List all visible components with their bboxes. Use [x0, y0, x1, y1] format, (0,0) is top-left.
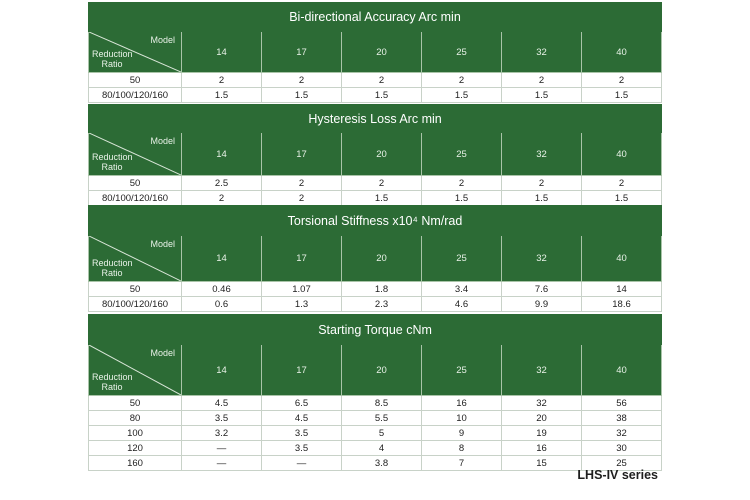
spec-table [88, 104, 662, 206]
table-title: Starting Torque cNm [89, 315, 662, 345]
value-cell: 1.5 [422, 88, 502, 103]
value-cell: 1.5 [502, 88, 582, 103]
table-title-row [89, 315, 662, 345]
value-cell: 3.4 [422, 282, 502, 297]
model-header: 17 [262, 236, 342, 282]
table-header-row [89, 32, 662, 73]
value-cell: 4.5 [182, 396, 262, 411]
value-cell: 25 [582, 456, 662, 471]
table-row [89, 426, 662, 441]
model-header: 20 [342, 32, 422, 73]
model-header: 40 [582, 32, 662, 73]
table-title-row [89, 105, 662, 133]
ratio-cell: 80/100/120/160 [89, 297, 182, 312]
value-cell: 1.5 [342, 191, 422, 206]
table-title: Torsional Stiffness x10⁴ Nm/rad [89, 206, 662, 236]
value-cell: 14 [582, 282, 662, 297]
ratio-cell: 80/100/120/160 [89, 191, 182, 206]
table-row [89, 456, 662, 471]
value-cell: 2 [182, 73, 262, 88]
value-cell: — [182, 456, 262, 471]
value-cell: 2 [502, 176, 582, 191]
model-header: 20 [342, 345, 422, 396]
value-cell: 1.5 [182, 88, 262, 103]
table-title: Bi-directional Accuracy Arc min [89, 3, 662, 32]
ratio-cell: 80/100/120/160 [89, 88, 182, 103]
table-row [89, 176, 662, 191]
value-cell: 9.9 [502, 297, 582, 312]
value-cell: 30 [582, 441, 662, 456]
reduction-ratio-text: Reduction Ratio [92, 258, 133, 278]
model-header: 25 [422, 236, 502, 282]
diagonal-header-cell [89, 133, 182, 176]
value-cell: 1.5 [582, 191, 662, 206]
value-cell: 2 [582, 176, 662, 191]
model-header: 17 [262, 32, 342, 73]
model-header: 25 [422, 345, 502, 396]
value-cell: 2 [182, 191, 262, 206]
table-row [89, 191, 662, 206]
value-cell: 1.5 [262, 88, 342, 103]
value-cell: 2 [342, 176, 422, 191]
value-cell: 18.6 [582, 297, 662, 312]
value-cell: 10 [422, 411, 502, 426]
ratio-cell: 50 [89, 73, 182, 88]
reduction-ratio-label [92, 258, 132, 278]
value-cell: 3.2 [182, 426, 262, 441]
value-cell: 1.8 [342, 282, 422, 297]
value-cell: 2.3 [342, 297, 422, 312]
value-cell: 2 [262, 73, 342, 88]
model-header: 40 [582, 345, 662, 396]
table-row [89, 411, 662, 426]
value-cell: 3.5 [262, 426, 342, 441]
value-cell: 3.5 [262, 441, 342, 456]
model-header: 17 [262, 345, 342, 396]
model-header: 20 [342, 133, 422, 176]
value-cell: 7 [422, 456, 502, 471]
value-cell: 1.5 [342, 88, 422, 103]
value-cell: 1.3 [262, 297, 342, 312]
table-row [89, 396, 662, 411]
value-cell: 32 [502, 396, 582, 411]
model-header: 40 [582, 236, 662, 282]
model-header: 25 [422, 133, 502, 176]
ratio-cell: 80 [89, 411, 182, 426]
ratio-cell: 120 [89, 441, 182, 456]
model-header: 32 [502, 32, 582, 73]
value-cell: 56 [582, 396, 662, 411]
value-cell: — [182, 441, 262, 456]
value-cell: 2 [422, 176, 502, 191]
value-cell: 3.8 [342, 456, 422, 471]
diagonal-header-cell [89, 345, 182, 396]
value-cell: 2 [262, 191, 342, 206]
value-cell: 19 [502, 426, 582, 441]
table-title-row [89, 206, 662, 236]
model-header: 40 [582, 133, 662, 176]
model-header: 14 [182, 236, 262, 282]
value-cell: 6.5 [262, 396, 342, 411]
value-cell: 8 [422, 441, 502, 456]
reduction-ratio-text: Reduction Ratio [92, 49, 133, 69]
value-cell: 3.5 [182, 411, 262, 426]
table-row [89, 282, 662, 297]
series-label: LHS-IV series [577, 468, 658, 482]
ratio-cell: 50 [89, 396, 182, 411]
value-cell: 8.5 [342, 396, 422, 411]
table-header-row [89, 236, 662, 282]
value-cell: 5.5 [342, 411, 422, 426]
value-cell: 2.5 [182, 176, 262, 191]
model-header: 14 [182, 32, 262, 73]
value-cell: 2 [262, 176, 342, 191]
ratio-cell: 100 [89, 426, 182, 441]
table-row [89, 88, 662, 103]
model-header: 32 [502, 133, 582, 176]
value-cell: 16 [422, 396, 502, 411]
spec-table [88, 2, 662, 103]
model-header: 17 [262, 133, 342, 176]
spec-table [88, 314, 662, 471]
reduction-ratio-label [92, 372, 132, 392]
diagonal-header-cell [89, 32, 182, 73]
model-header: 14 [182, 133, 262, 176]
table-title-row [89, 3, 662, 32]
diagonal-header-cell [89, 236, 182, 282]
model-header: 14 [182, 345, 262, 396]
ratio-cell: 50 [89, 282, 182, 297]
table-row [89, 297, 662, 312]
value-cell: 1.07 [262, 282, 342, 297]
table-header-row [89, 133, 662, 176]
value-cell: 0.6 [182, 297, 262, 312]
value-cell: 1.5 [502, 191, 582, 206]
value-cell: 0.46 [182, 282, 262, 297]
value-cell: 2 [342, 73, 422, 88]
model-label: Model [150, 35, 175, 45]
value-cell: 4.5 [262, 411, 342, 426]
table-row [89, 73, 662, 88]
table-header-row [89, 345, 662, 396]
model-header: 25 [422, 32, 502, 73]
value-cell: 1.5 [582, 88, 662, 103]
value-cell: 2 [582, 73, 662, 88]
value-cell: 9 [422, 426, 502, 441]
value-cell: 38 [582, 411, 662, 426]
value-cell: 5 [342, 426, 422, 441]
value-cell: — [262, 456, 342, 471]
value-cell: 1.5 [422, 191, 502, 206]
reduction-ratio-label [92, 152, 132, 172]
reduction-ratio-text: Reduction Ratio [92, 152, 133, 172]
table-row [89, 441, 662, 456]
value-cell: 7.6 [502, 282, 582, 297]
value-cell: 20 [502, 411, 582, 426]
model-label: Model [150, 348, 175, 358]
model-header: 32 [502, 236, 582, 282]
value-cell: 4.6 [422, 297, 502, 312]
value-cell: 2 [422, 73, 502, 88]
value-cell: 15 [502, 456, 582, 471]
value-cell: 2 [502, 73, 582, 88]
model-label: Model [150, 239, 175, 249]
model-header: 32 [502, 345, 582, 396]
ratio-cell: 50 [89, 176, 182, 191]
ratio-cell: 160 [89, 456, 182, 471]
table-title: Hysteresis Loss Arc min [89, 105, 662, 133]
value-cell: 4 [342, 441, 422, 456]
value-cell: 32 [582, 426, 662, 441]
model-label: Model [150, 136, 175, 146]
value-cell: 16 [502, 441, 582, 456]
spec-table [88, 205, 662, 312]
model-header: 20 [342, 236, 422, 282]
reduction-ratio-label [92, 49, 132, 69]
reduction-ratio-text: Reduction Ratio [92, 372, 133, 392]
